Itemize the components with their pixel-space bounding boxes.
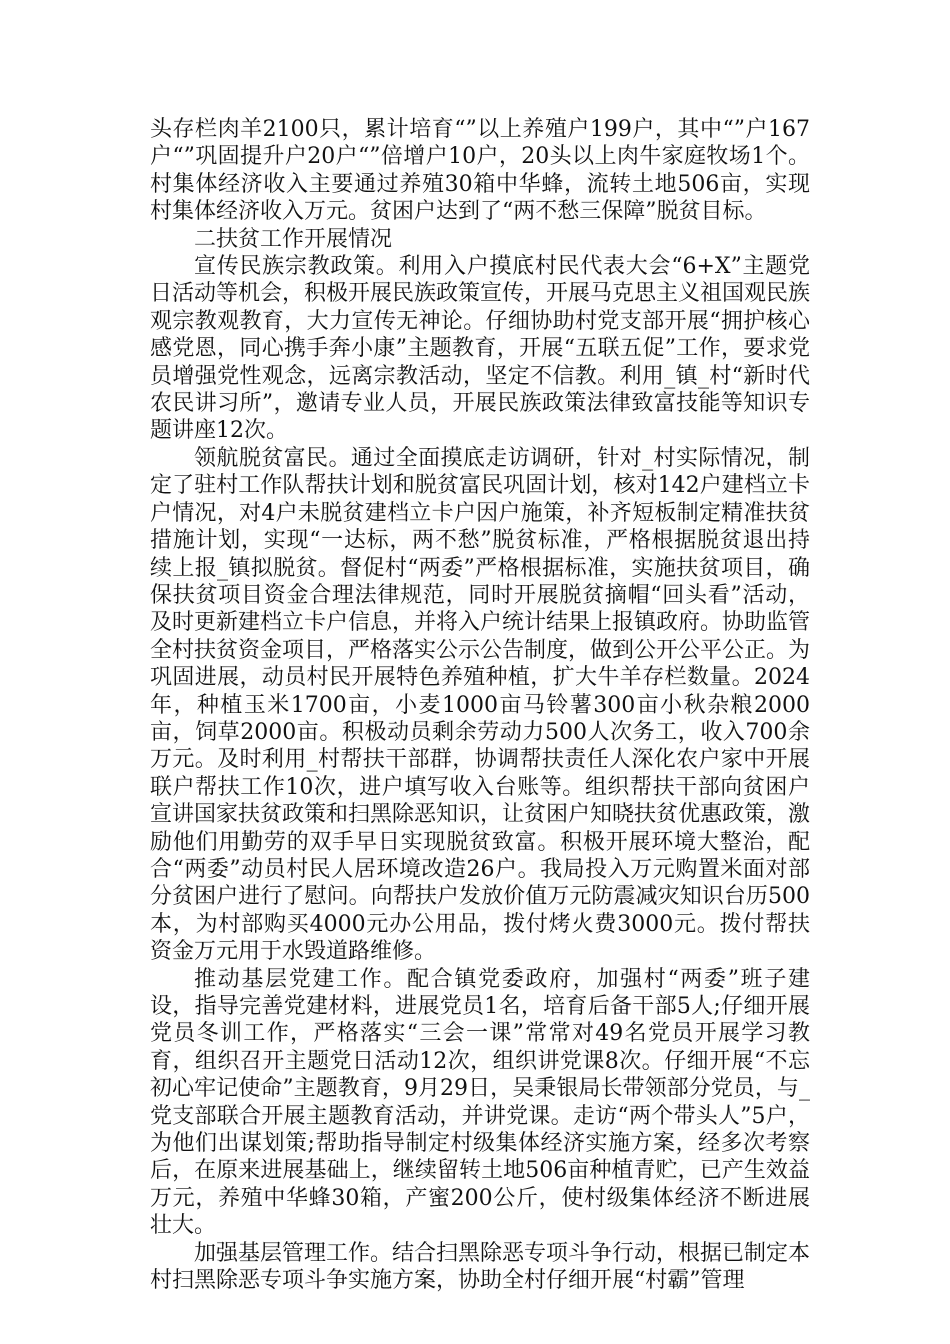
section-heading-poverty-work: 二扶贫工作开展情况	[194, 226, 393, 252]
paragraph-ethnic-religious-policy: 宣传民族宗教政策。利用入户摸底村民代表大会“6+X”主题党日活动等机会，积极开展民族政策宣传，开展马克思主义祖国观民族观宗教观教育，大力宣传无神论。仔细协助村党支部开展“拥护核心感党恩，同心携手奔小康”主题教育，开展“五联五促”工作，要求党员增强党性观念，远离宗教活动，坚定不信教。利用_镇_村“新时代农民讲习所”，邀请专业人员，开展民族政策法律致富技能等知识专题讲座12次。	[150, 254, 811, 444]
paragraph-party-building: 推动基层党建工作。配合镇党委政府，加强村“两委”班子建设，指导完善党建材料，进展党员1名，培育后备干部5人;仔细开展党员冬训工作，严格落实“三会一课”常常对49名党员开展学习教育，组织召开主题党日活动12次，组织讲党课8次。仔细开展“不忘初心牢记使命”主题教育，9月29日，吴秉银局长带领部分党员，与_党支部联合开展主题教育活动，并讲党课。走访“两个带头人”5户，为他们出谋划策;帮助指导制定村级集体经济实施方案，经多次考察后，在原来进展基础上，继续留转土地506亩种植青贮，已产生效益万元，养殖中华蜂30箱，产蜜200公斤，使村级集体经济不断进展壮大。	[150, 966, 810, 1239]
paragraph-grassroots-management: 加强基层管理工作。结合扫黑除恶专项斗争行动，根据已制定本村扫黑除恶专项斗争实施方案，协助全村仔细开展“村霸”管理	[150, 1240, 810, 1294]
document-page	[150, 116, 810, 1294]
paragraph-livestock-summary: 头存栏肉羊2100只，累计培育“”以上养殖户199户，其中“”户167户“”巩固提升户20户“”倍增户10户，20头以上肉牛家庭牧场1个。村集体经济收入主要通过养殖30箱中华蜂，流转土地506亩，实现村集体经济收入万元。贫困户达到了“两不愁三保障”脱贫目标。	[150, 117, 810, 225]
paragraph-poverty-alleviation: 领航脱贫富民。通过全面摸底走访调研，针对_村实际情况，制定了驻村工作队帮扶计划和脱贫富民巩固计划，核对142户建档立卡户情况，对4户未脱贫建档立卡户因户施策，补齐短板制定精准扶贫措施计划，实现“一达标，两不愁”脱贫标准，严格根据脱贫退出持续上报_镇拟脱贫。督促村“两委”严格根据标准，实施扶贫项目，确保扶贫项目资金合理法律规范，同时开展脱贫摘帽“回头看”活动，及时更新建档立卡户信息，并将入户统计结果上报镇政府。协助监管全村扶贫资金项目，严格落实公示公告制度，做到公开公平公正。为巩固进展，动员村民开展特色养殖种植，扩大牛羊存栏数量。2024年，种植玉米1700亩，小麦1000亩马铃薯300亩小秋杂粮2000亩，饲草2000亩。积极动员剩余劳动力500人次务工，收入700余万元。及时利用_村帮扶干部群，协调帮扶责任人深化农户家中开展联户帮扶工作10次，进户填写收入台账等。组织帮扶干部向贫困户宣讲国家扶贫政策和扫黑除恶知识，让贫困户知晓扶贫优惠政策，激励他们用勤劳的双手早日实现脱贫致富。积极开展环境大整治，配合“两委”动员村民人居环境改造26户。我局投入万元购置米面对部分贫困户进行了慰问。向帮扶户发放价值万元防震减灾知识台历500本，为村部购买4000元办公用品，拨付烤火费3000元。拨付帮扶资金万元用于水毁道路维修。	[150, 445, 811, 965]
